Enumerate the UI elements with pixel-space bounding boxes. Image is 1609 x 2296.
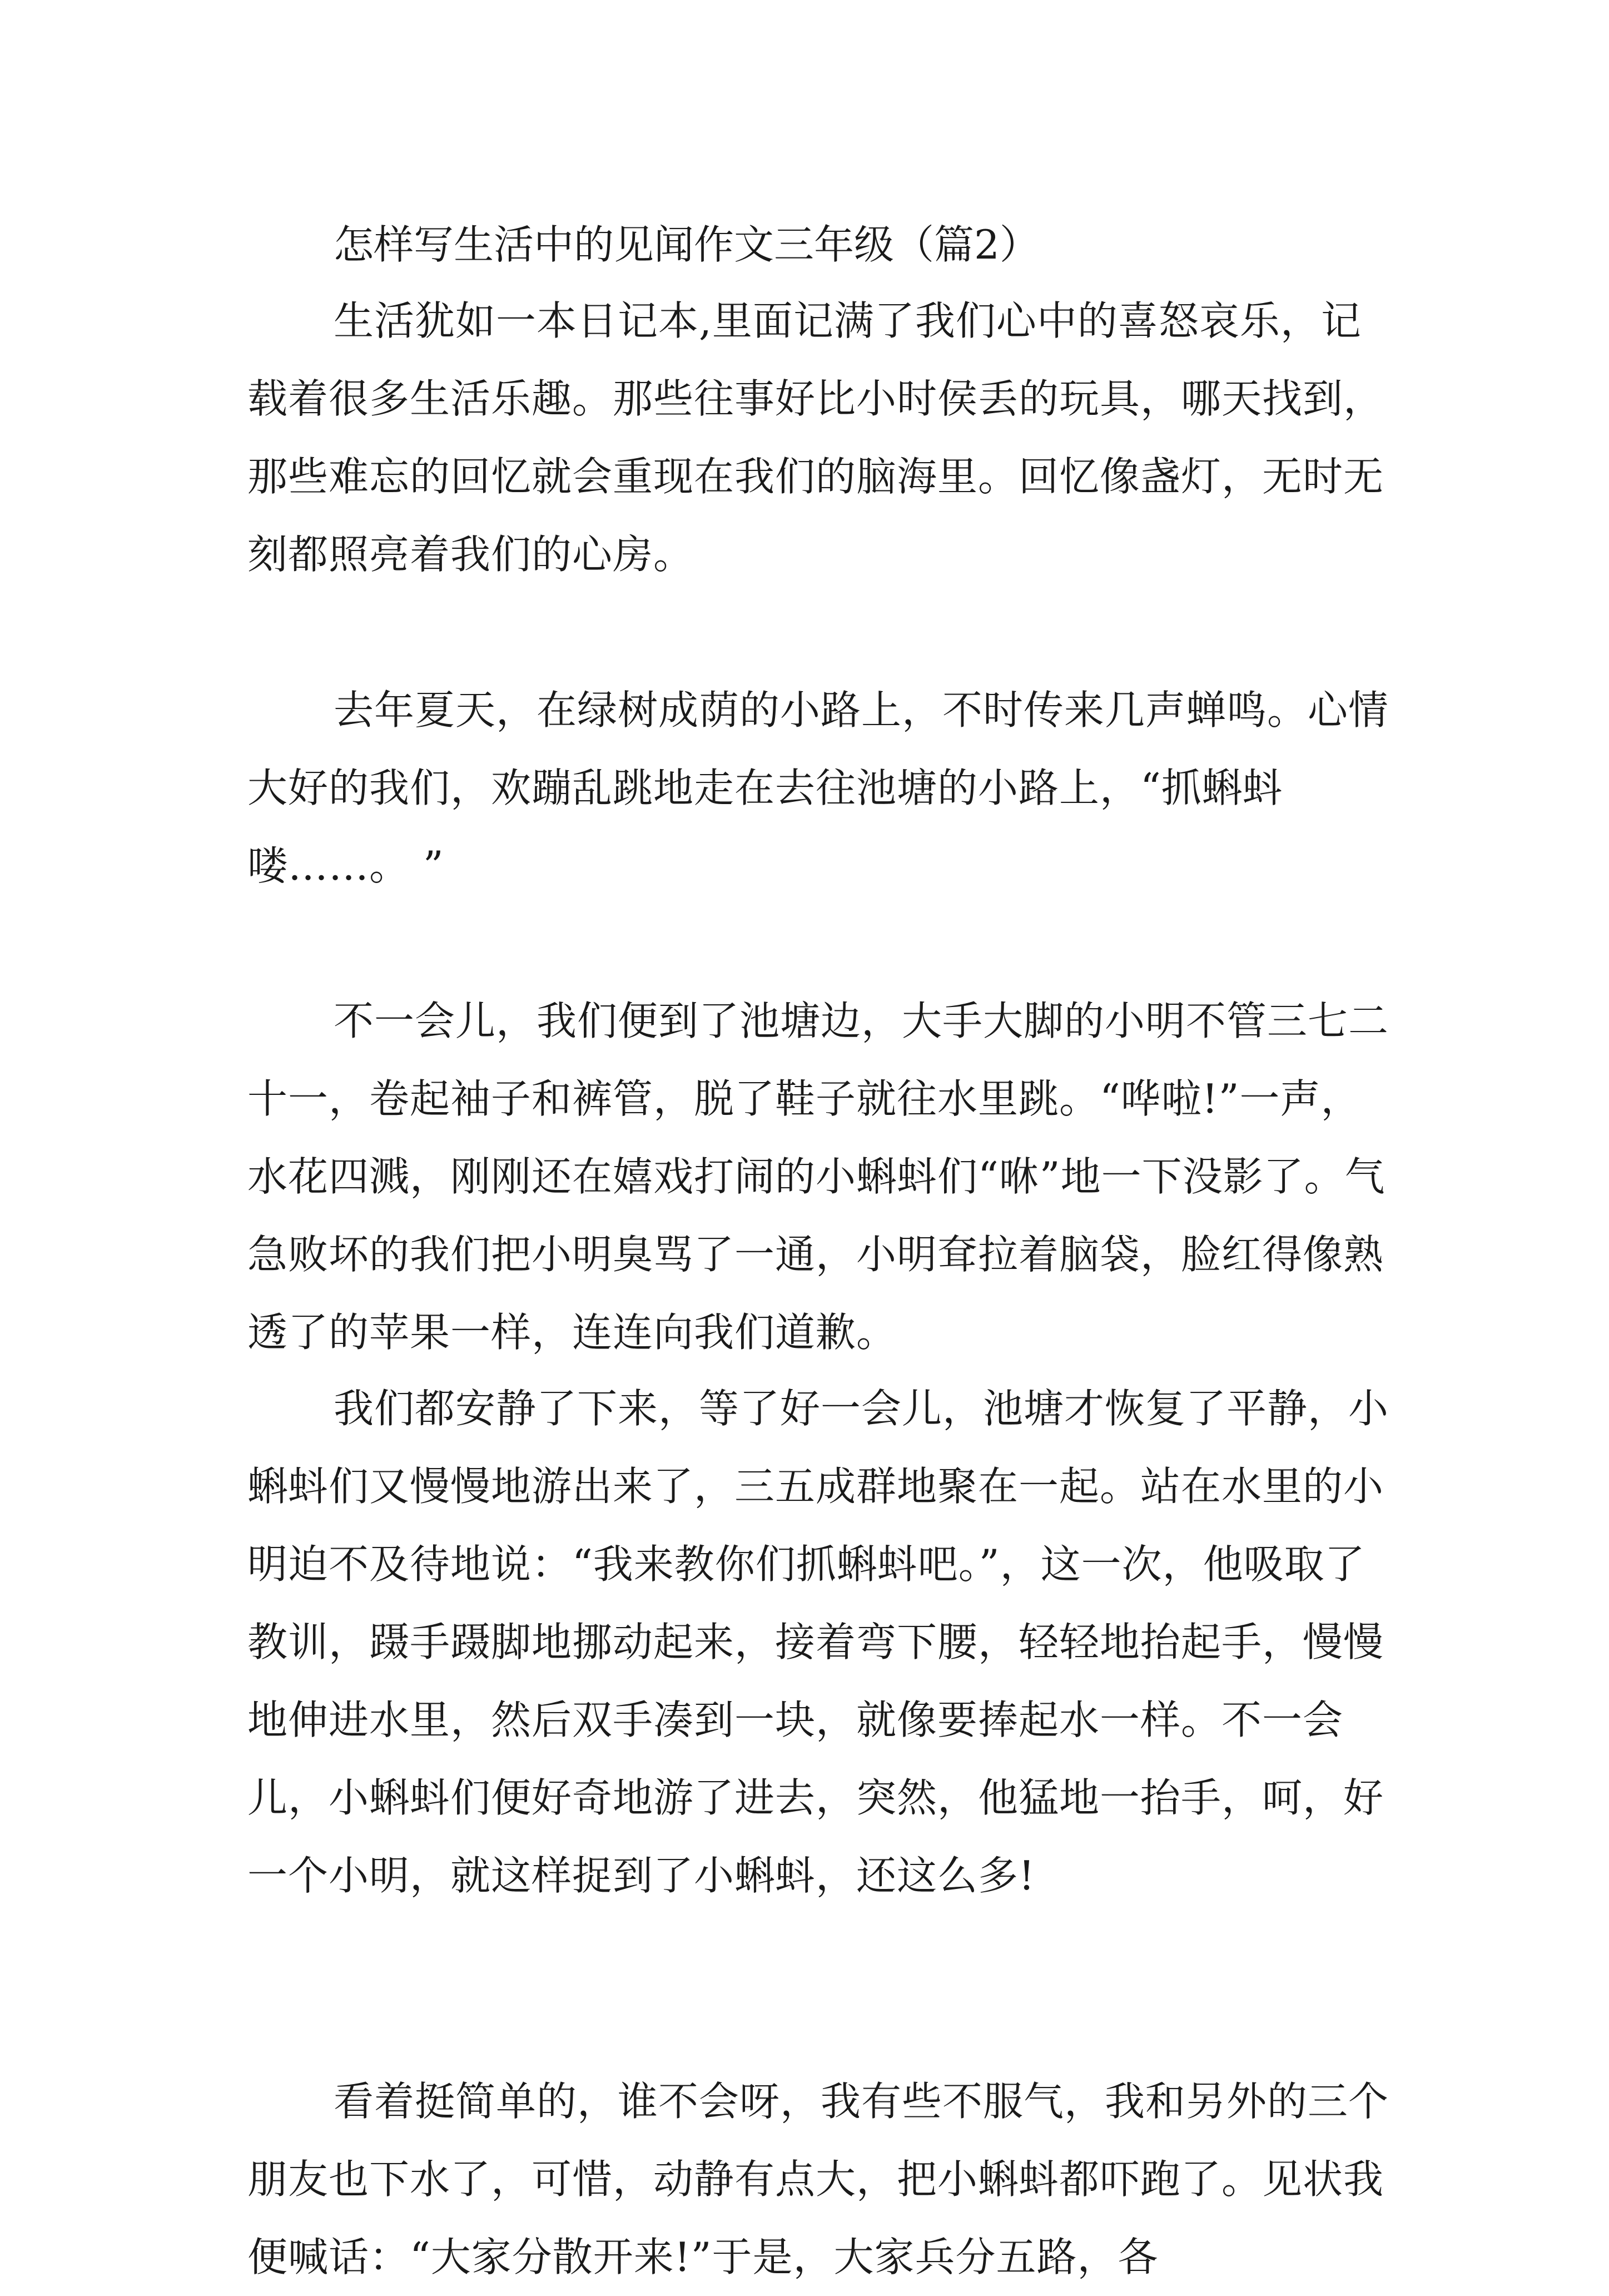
paragraph-1: 生活犹如一本日记本,里面记满了我们心中的喜怒哀乐，记载着很多生活乐趣。那些往事好比小时侯丢的玩具，哪天找到，那些难忘的回忆就会重现在我们的脑海里。回忆像盏灯，无时无刻都照亮着我们的心房。	[247, 297, 1384, 578]
paragraph-4: 我们都安静了下来，等了好一会儿，池塘才恢复了平静，小蝌蚪们又慢慢地游出来了，三五成群地聚在一起。站在水里的小明迫不及待地说：“我来教你们抓蝌蚪吧。”，这一次，他吸取了教训，蹑手蹑脚地挪动起来，接着弯下腰，轻轻地抬起手，慢慢地伸进水里，然后双手凑到一块，就像要捧起水一样。不一会儿，小蝌蚪们便好奇地游了进去，突然，他猛地一抬手，呵，好一个小明，就这样捉到了小蝌蚪，还这么多!	[247, 1385, 1389, 1899]
paragraph-3: 不一会儿，我们便到了池塘边，大手大脚的小明不管三七二十一，卷起袖子和裤管，脱了鞋子就往水里跳。“哗啦!”一声，水花四溅，刚刚还在嬉戏打闹的小蝌蚪们“咻”地一下没影了。气急败坏的我们把小明臭骂了一通，小明耷拉着脑袋，脸红得像熟透了的苹果一样，连连向我们道歉。	[247, 998, 1389, 1356]
paragraph-2: 去年夏天，在绿树成荫的小路上，不时传来几声蝉鸣。心情大好的我们，欢蹦乱跳地走在去往池塘的小路上，“抓蝌蚪喽……。 ”	[247, 687, 1389, 889]
document-title: 怎样写生活中的见闻作文三年级（篇2）	[334, 221, 1040, 268]
paragraph-5: 看着挺简单的，谁不会呀，我有些不服气，我和另外的三个朋友也下水了，可惜，动静有点大，把小蝌蚪都吓跑了。见状我便喊话：“大家分散开来!”于是，大家兵分五路，各	[247, 2078, 1389, 2280]
